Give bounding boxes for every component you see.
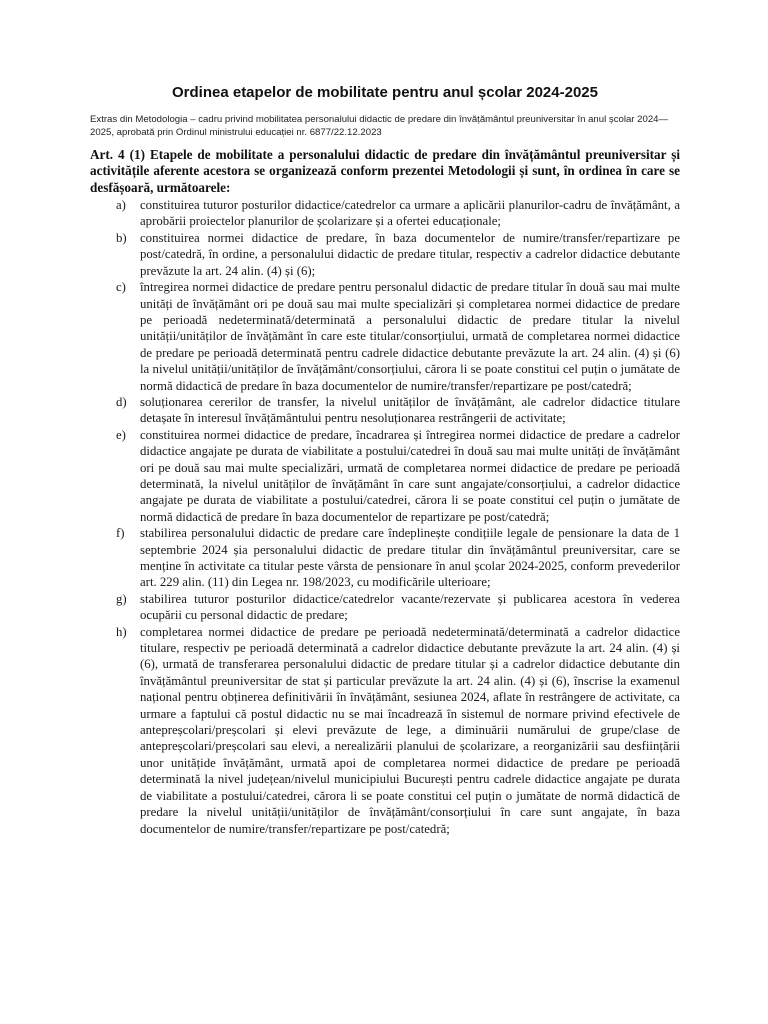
list-item-text: stabilirea personalului didactic de predare care îndeplinește condițiile legale de pensionare la data de 1 septembrie 2024 șia personalului didactic de predare titular din învățământul preuniversitar, care se menține în activitate ca titular peste vârsta de pensionare în anul școlar 2024-2025, conform prevederilor art. 229 alin. (11) din Legea nr. 198/2023, cu modificările ulterioare; bbox=[140, 526, 680, 590]
list-item-a bbox=[90, 197, 680, 230]
list-item-label: g) bbox=[116, 591, 127, 606]
article-4-intro: Art. 4 (1) Etapele de mobilitate a personalului didactic de predare din învățământul preuniversitar și activitățile aferente acestora se organizează conform prezentei Metodologii și sunt, în ordinea în care se desfășoară, următoarele: bbox=[90, 147, 680, 195]
list-item-label: c) bbox=[116, 280, 126, 295]
list-item-label: f) bbox=[116, 526, 125, 541]
list-item-text: soluționarea cererilor de transfer, la nivelul unităților de învățământ, ale cadrelor didactice titulare detașate în interesul învățământului pentru nesoluționarea restrângerii de activitate; bbox=[140, 394, 680, 426]
list-item-label: h) bbox=[116, 624, 127, 639]
mobility-stages-list bbox=[90, 197, 680, 837]
list-item-text: completarea normei didactice de predare pe perioadă nedeterminată/determinată a cadrelor didactice titulare, respectiv pe perioadă determinată a cadrelor didactice debutante prevăzute la art. 24 alin. (4) și (6), urmată de transferarea personalului didactic de predare titular și a cadrelor didactice debutante din învățământul preuniversitar de stat și particular prevăzute la art. 24 alin. (4) și (6), înscrise la examenul național pentru obținerea definitivării în învățământ, sesiunea 2024, aflate în restrângere de activitate, ca urmare a faptului că postul didactic nu se mai încadrează în sistemul de normare privind efectivele de antepreșcolari/preșcolari și elevi prevăzute de lege, a diminuării numărului de grupe/clase de antepreșcolari/preșcolari sau elevi, a nerealizării planului de școlarizare, a reorganizării sau desființării unor unitățide învățământ, urmată apoi de completarea normei didactice de predare pe perioadă determinată la nivel județean/nivelul municipiului București pentru cadrele didactice angajate pe durata de viabilitate a postului/catedrei, cărora li se poate constitui cel puțin o jumătate de normă didactică de predare la nivelul unității/unităților de învățământ/consorțiului în care sunt angajate, în baza documentelor de numire/transfer/repartizare pe post/catedră; bbox=[140, 624, 680, 836]
list-item-label: d) bbox=[116, 394, 127, 409]
list-item-text: constituirea tuturor posturilor didactice/catedrelor ca urmare a aplicării planurilor-cadru de învățământ, a aprobării proiectelor planurilor de școlarizare și a ofertei educaționale; bbox=[140, 198, 680, 229]
document-title: Ordinea etapelor de mobilitate pentru anul școlar 2024-2025 bbox=[172, 84, 598, 101]
document-subtitle: Extras din Metodologia – cadru privind mobilitatea personalului didactic de predare din învățământul preuniversitar în anul școlar 2024—2025, aprobată prin Ordinul ministrului educației nr. 6877/22.12.2023 bbox=[90, 114, 669, 138]
list-item-e bbox=[90, 427, 680, 525]
list-item-label: a) bbox=[116, 198, 126, 213]
list-item-label: b) bbox=[116, 230, 127, 245]
list-item-b bbox=[90, 230, 680, 279]
list-item-f bbox=[90, 525, 680, 591]
list-item-text: constituirea normei didactice de predare, încadrarea și întregirea normei didactice de predare a cadrelor didactice angajate pe durata de viabilitate a postului/catedrei în două sau mai multe unități de învățământ ori pe două sau mai multe specializări, urmată de completarea normei didactice de predare pe perioadă determinată, la nivelul unităților de învățământ în care sunt angajate/consorțiului, a cadrelor didactice angajate pe durata de viabilitate a postului/catedrei, cărora li se poate constitui cel puțin o jumătate de normă didactică de predare în baza documentelor de repartizare pe post/catedră; bbox=[140, 427, 680, 524]
list-item-g bbox=[90, 591, 680, 624]
list-item-text: stabilirea tuturor posturilor didactice/catedrelor vacante/rezervate și publicarea acestora în vederea ocupării cu personal didactic de predare; bbox=[140, 591, 680, 623]
list-item-label: e) bbox=[116, 427, 126, 442]
list-item-h bbox=[90, 624, 680, 837]
list-item-text: constituirea normei didactice de predare, în baza documentelor de numire/transfer/repartizare pe post/catedră, în ordine, a personalului didactic de predare titular, respectiv a cadrelor didactice debutante prevăzute la art. 24 alin. (4) și (6); bbox=[140, 230, 680, 278]
list-item-text: întregirea normei didactice de predare pentru personalul didactic de predare titular în două sau mai multe unități de învățământ ori pe două sau mai multe specializări și completarea normei didactice de predare pe perioadă nedeterminată/determinată a personalului didactic de predare titular la nivelul unității/unităților de învățământ în care este titular/consorțiului, urmată de completarea normei didactice de predare pe perioadă determinată pentru cadrele didactice debutante prevăzute la art. 24 alin. (4) și (6) la nivelul unității/unităților de învățământ/consorțiului, cărora li se poate constitui cel puțin o jumătate de normă didactică de predare în baza documentelor de numire/transfer/repartizare pe post/catedră; bbox=[140, 280, 680, 393]
list-item-d bbox=[90, 394, 680, 427]
list-item-c bbox=[90, 279, 680, 394]
